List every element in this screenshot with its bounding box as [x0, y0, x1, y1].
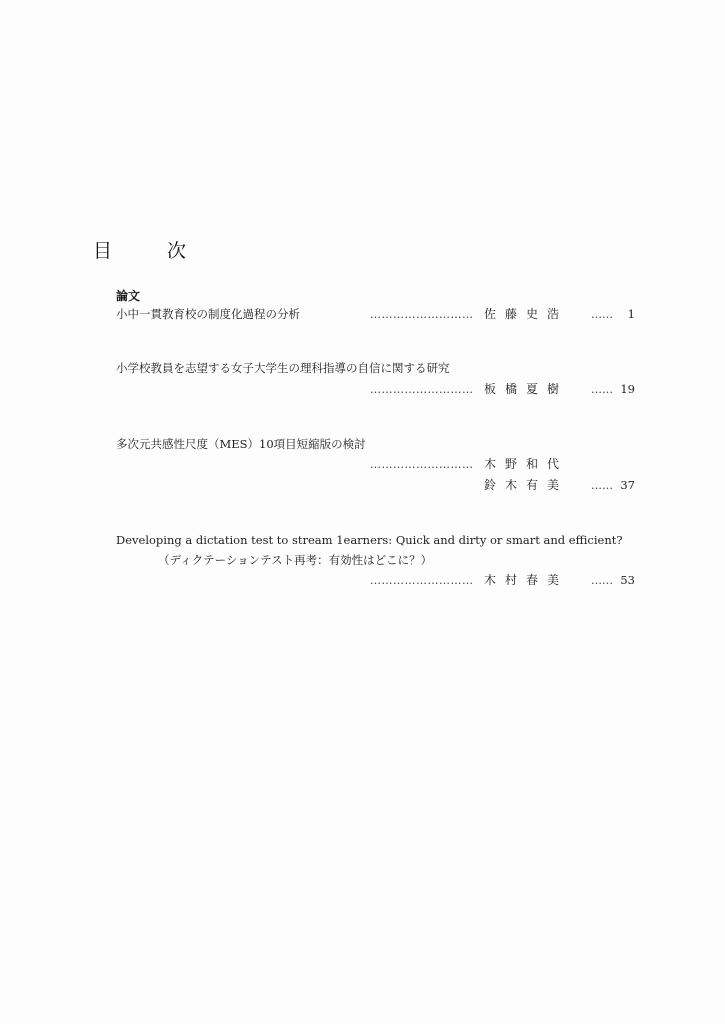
page-number: 19 — [620, 382, 635, 396]
page-leader-dots: …… — [591, 479, 613, 492]
section-label: 論文 — [116, 289, 141, 303]
entry-title: 多次元共感性尺度（MES）10項目短縮版の検討 — [116, 437, 366, 451]
entry-title: Developing a dictation test to stream 1earners: Quick and dirty or smart and efficient? — [116, 533, 623, 547]
entry-title: 小学校教員を志望する女子大学生の理科指導の自信に関する研究 — [116, 361, 450, 375]
entry-title: 小中一貫教育校の制度化過程の分析 — [116, 307, 300, 321]
leader-dots: ……………………… — [370, 383, 474, 396]
page-leader-dots: …… — [591, 574, 613, 587]
entry-author: 鈴木有美 — [484, 478, 569, 492]
page-leader-dots: …… — [591, 308, 613, 321]
page-title: 目 次 — [93, 240, 205, 262]
leader-dots: ……………………… — [370, 458, 474, 471]
entry-author: 板橋夏樹 — [484, 382, 569, 396]
page-number: 37 — [620, 478, 635, 492]
page-number: 1 — [627, 307, 635, 321]
page-number: 53 — [620, 573, 635, 587]
entry-author: 佐藤史浩 — [484, 307, 569, 321]
leader-dots: ……………………… — [370, 308, 474, 321]
leader-dots: ……………………… — [370, 574, 474, 587]
entry-author: 木村春美 — [484, 573, 569, 587]
page-leader-dots: …… — [591, 383, 613, 396]
entry-subtitle: （ディクテーションテスト再考：有効性はどこに？） — [158, 553, 433, 567]
entry-author: 木野和代 — [484, 457, 569, 471]
